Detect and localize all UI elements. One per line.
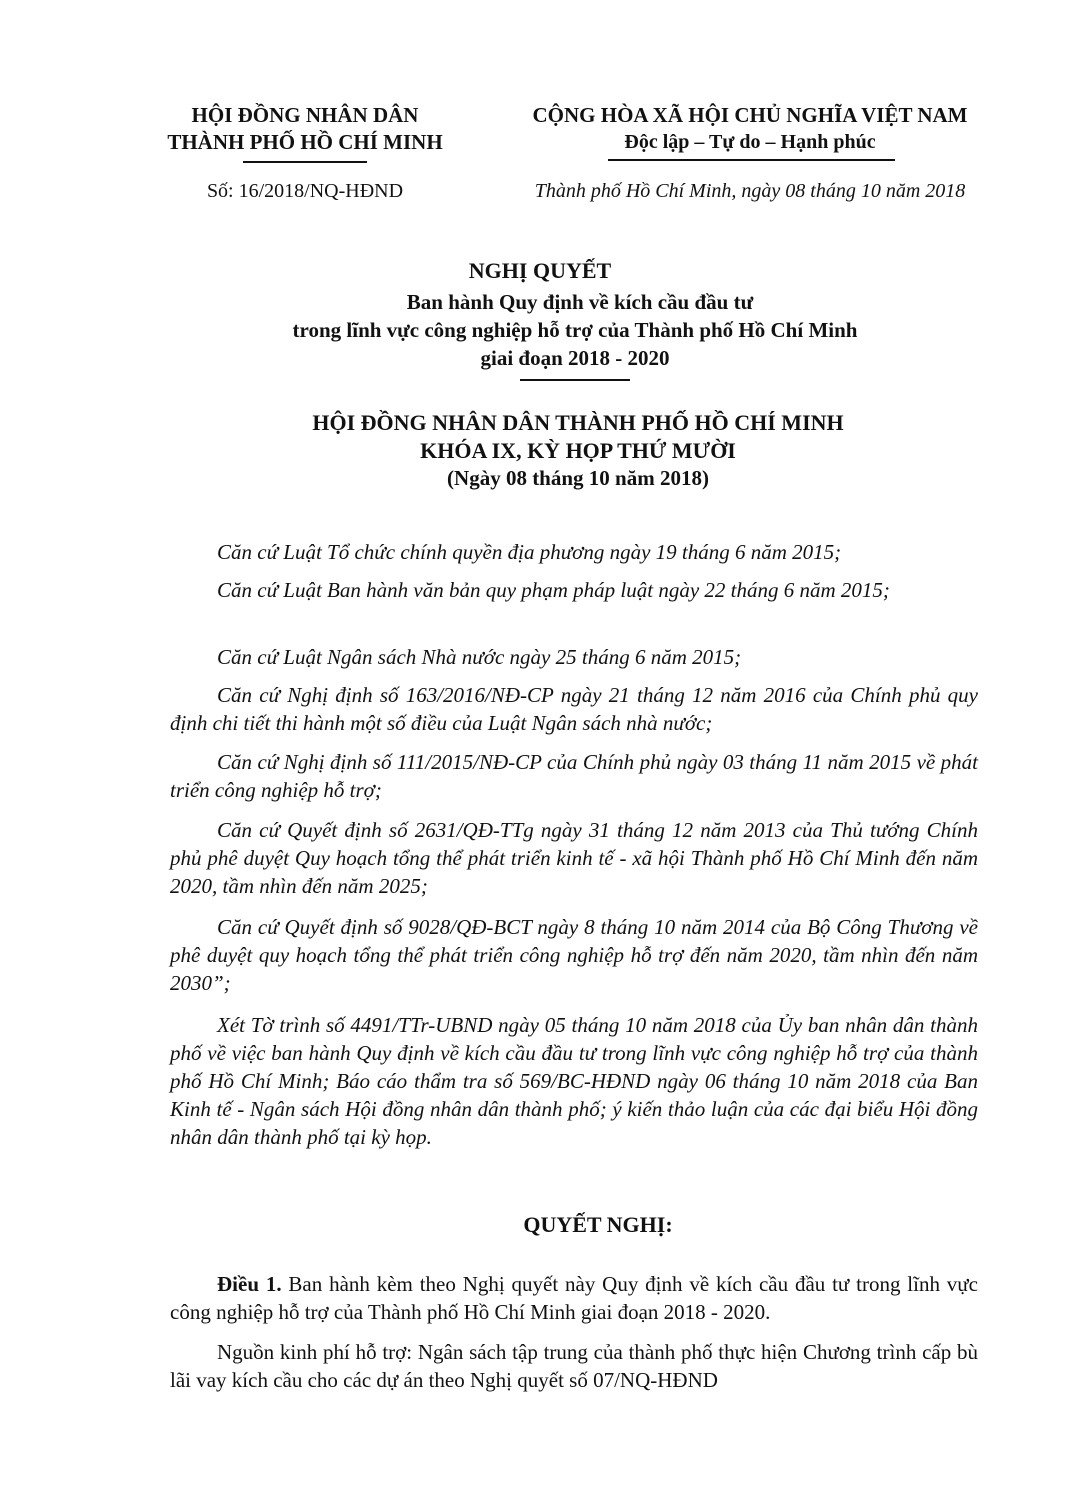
article-1 <box>170 1270 978 1326</box>
preamble-item: Căn cứ Quyết định số 2631/QĐ-TTg ngày 31 tháng 12 năm 2013 của Thủ tướng Chính phủ phê duyệt Quy hoạch tổng thể phát triển kinh tế - xã hội Thành phố Hồ Chí Minh đến năm 2020, tầm nhìn đến năm 2025; <box>170 818 978 898</box>
preamble-item: Căn cứ Luật Ban hành văn bản quy phạm pháp luật ngày 22 tháng 6 năm 2015; <box>217 578 890 602</box>
document-number: Số: 16/2018/NQ-HĐND <box>206 180 404 202</box>
council-underline <box>243 161 367 163</box>
subject-line2: trong lĩnh vực công nghiệp hỗ trợ của Thành phố Hồ Chí Minh <box>292 318 858 342</box>
issuer-line1: HỘI ĐỒNG NHÂN DÂN THÀNH PHỐ HỒ CHÍ MINH <box>312 410 844 435</box>
preamble-item: Xét Tờ trình số 4491/TTr-UBND ngày 05 tháng 10 năm 2018 của Ủy ban nhân dân thành phố về việc ban hành Quy định về kích cầu đầu tư trong lĩnh vực công nghiệp hỗ trợ của thành phố Hồ Chí Minh; Báo cáo thẩm tra số 569/BC-HĐND ngày 06 tháng 10 năm 2018 của Ban Kinh tế - Ngân sách Hội đồng nhân dân thành phố; ý kiến thảo luận của các đại biểu Hội đồng nhân dân thành phố tại kỳ họp. <box>170 1013 978 1149</box>
subject-line1: Ban hành Quy định về kích cầu đầu tư <box>406 290 754 314</box>
council-name-line2: THÀNH PHỐ HỒ CHÍ MINH <box>167 130 443 154</box>
subject-underline <box>520 379 630 381</box>
article-1-label: Điều 1. <box>217 1272 282 1296</box>
funding-paragraph: Nguồn kinh phí hỗ trợ: Ngân sách tập trung của thành phố thực hiện Chương trình cấp bù lãi vay kích cầu cho các dự án theo Nghị quyết số 07/NQ-HĐND <box>170 1340 978 1392</box>
preamble-item: Căn cứ Luật Ngân sách Nhà nước ngày 25 tháng 6 năm 2015; <box>217 645 742 669</box>
motto-underline <box>608 159 895 161</box>
document-type: NGHỊ QUYẾT <box>468 258 612 283</box>
preamble-item: Căn cứ Nghị định số 163/2016/NĐ-CP ngày 21 tháng 12 năm 2016 của Chính phủ quy định chi tiết thi hành một số điều của Luật Ngân sách nhà nước; <box>170 683 978 735</box>
resolves-heading: QUYẾT NGHỊ: <box>523 1212 673 1237</box>
national-motto: Độc lập – Tự do – Hạnh phúc <box>624 131 876 153</box>
issuer-line2: KHÓA IX, KỲ HỌP THỨ MƯỜI <box>420 438 736 463</box>
preamble-item: Căn cứ Luật Tổ chức chính quyền địa phương ngày 19 tháng 6 năm 2015; <box>217 540 842 564</box>
place-and-date: Thành phố Hồ Chí Minh, ngày 08 tháng 10 năm 2018 <box>534 180 966 202</box>
preamble-item: Căn cứ Nghị định số 111/2015/NĐ-CP của Chính phủ ngày 03 tháng 11 năm 2015 về phát triển công nghiệp hỗ trợ; <box>170 750 978 802</box>
council-name-line1: HỘI ĐỒNG NHÂN DÂN <box>191 103 419 127</box>
republic-name: CỘNG HÒA XÃ HỘI CHỦ NGHĨA VIỆT NAM <box>532 103 968 127</box>
preamble-item: Căn cứ Quyết định số 9028/QĐ-BCT ngày 8 tháng 10 năm 2014 của Bộ Công Thương về phê duyệt quy hoạch tổng thể phát triển công nghiệp hỗ trợ đến năm 2020, tầm nhìn đến năm 2030”; <box>170 915 978 995</box>
issuer-line3: (Ngày 08 tháng 10 năm 2018) <box>447 466 709 490</box>
subject-line3: giai đoạn 2018 - 2020 <box>480 346 670 370</box>
article-1-text: Ban hành kèm theo Nghị quyết này Quy định về kích cầu đầu tư trong lĩnh vực công nghiệp hỗ trợ của Thành phố Hồ Chí Minh giai đoạn 2018 - 2020. <box>170 1272 979 1324</box>
